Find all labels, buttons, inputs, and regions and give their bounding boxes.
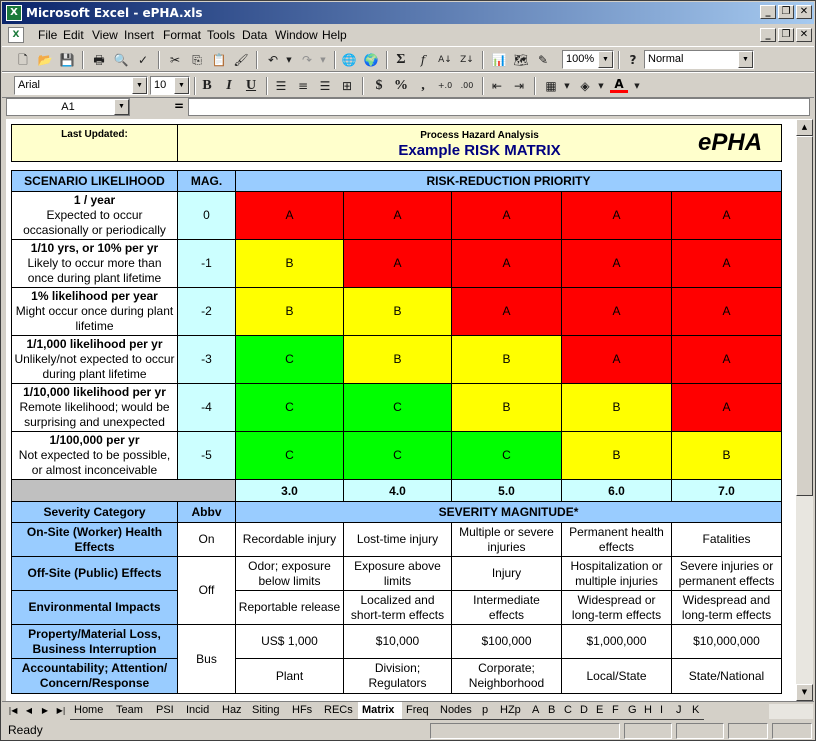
toolbar-separator (194, 77, 196, 95)
font-color-dropdown-icon[interactable]: ▼ (634, 82, 640, 90)
function-icon[interactable]: f (420, 53, 426, 67)
likelihood-title: 1/100,000 per yr (49, 433, 140, 447)
print-preview-icon[interactable]: 🔍 (113, 53, 129, 67)
severity-description-cell[interactable]: Permanent health effects (561, 522, 672, 557)
likelihood-cell[interactable] (11, 287, 178, 336)
risk-priority-cell[interactable]: A (561, 239, 672, 288)
risk-priority-cell[interactable]: A (343, 191, 452, 240)
severity-magnitude-value[interactable]: 5.0 (451, 479, 562, 503)
sheet-tab-recs[interactable]: RECs (320, 702, 358, 720)
formula-bar (2, 97, 814, 117)
magnitude-cell[interactable]: -4 (177, 383, 236, 432)
severity-description-cell[interactable]: Widespread or long-term effects (561, 590, 672, 625)
sheet-tab-hzp[interactable]: HZp (496, 702, 528, 720)
workbook-close-button[interactable]: ✕ (796, 28, 812, 42)
drawing-icon[interactable]: ✎ (537, 53, 549, 67)
menu-format[interactable]: Format (163, 28, 202, 42)
format-painter-icon[interactable]: 🖌 (233, 53, 249, 67)
close-button[interactable]: ✕ (796, 5, 812, 19)
first-sheet-icon[interactable]: |◀ (8, 706, 18, 715)
likelihood-header[interactable]: SCENARIO LIKELIHOOD (11, 170, 178, 192)
increase-indent-icon[interactable]: ⇥ (513, 79, 525, 93)
web-toolbar-icon[interactable]: 🌍 (363, 53, 379, 67)
scroll-thumb[interactable] (796, 136, 813, 496)
zoom-value: 100% (566, 53, 595, 65)
borders-dropdown-icon[interactable]: ▼ (564, 82, 570, 90)
status-bar (2, 721, 814, 740)
vertical-scrollbar[interactable] (796, 119, 813, 701)
prev-sheet-icon[interactable]: ◀ (25, 706, 33, 715)
align-right-icon[interactable]: ☰ (319, 79, 331, 93)
last-sheet-icon[interactable]: ▶| (56, 706, 66, 715)
sheet-tab-j[interactable]: J (672, 702, 688, 720)
font-size-value: 10 (154, 79, 167, 91)
abbv-cell[interactable]: On (177, 522, 236, 557)
font-value: Arial (18, 79, 41, 91)
risk-priority-cell[interactable]: A (451, 239, 562, 288)
sheet-tab-haz[interactable]: Haz (218, 702, 248, 720)
menu-tools[interactable]: Tools (207, 28, 236, 42)
likelihood-title: 1/10,000 likelihood per yr (23, 385, 166, 399)
decrease-decimal-icon[interactable]: .00 (460, 81, 474, 90)
toolbar-separator (534, 77, 536, 95)
risk-priority-cell[interactable]: C (235, 383, 344, 432)
severity-description-cell[interactable]: Division; Regulators (343, 658, 452, 694)
sheet-tab-i[interactable]: I (656, 702, 672, 720)
scroll-down-icon[interactable]: ▼ (796, 684, 813, 701)
sheet-tab-h[interactable]: H (640, 702, 656, 720)
last-updated-label: Last Updated: (61, 129, 128, 140)
zoom-select[interactable] (562, 50, 614, 69)
toolbar-separator (266, 77, 268, 95)
sheet-tab-f[interactable]: F (608, 702, 624, 720)
severity-category-cell[interactable]: On-Site (Worker) Health Effects (11, 522, 178, 557)
toolbar-separator (158, 51, 160, 69)
risk-priority-cell[interactable]: B (671, 431, 782, 480)
sheet-tab-b[interactable]: B (544, 702, 560, 720)
severity-category-cell[interactable]: Environmental Impacts (11, 590, 178, 625)
sheet-tab-team[interactable]: Team (112, 702, 152, 720)
mag-header[interactable]: MAG. (177, 170, 236, 192)
style-value: Normal (648, 53, 684, 65)
workbook-restore-button[interactable]: ❐ (778, 28, 794, 42)
scroll-up-icon[interactable]: ▲ (796, 119, 813, 136)
epha-logo: ePHA (698, 129, 763, 156)
severity-description-cell[interactable]: US$ 1,000 (235, 624, 344, 659)
sheet-tab-home[interactable]: Home (70, 702, 112, 720)
formula-input[interactable] (188, 98, 810, 116)
likelihood-title: 1/10 yrs, or 10% per yr (30, 241, 159, 255)
chevron-down-icon[interactable]: ▼ (598, 51, 613, 68)
likelihood-cell[interactable] (11, 335, 178, 384)
severity-description-cell[interactable]: $100,000 (451, 624, 562, 659)
last-updated-cell[interactable] (11, 124, 178, 162)
blank-gray-cell[interactable] (11, 479, 236, 503)
sort-ascending-icon[interactable]: A↓ (438, 55, 452, 65)
severity-description-cell[interactable]: Corporate; Neighborhood (451, 658, 562, 694)
menu-view[interactable]: View (92, 28, 118, 42)
formula-equals[interactable]: = (174, 99, 185, 113)
sheet-tab-hfs[interactable]: HFs (288, 702, 320, 720)
sheet-tab-k[interactable]: K (688, 702, 704, 720)
likelihood-description: Unlikely/not expected to occur during plant lifetime (14, 352, 175, 381)
severity-description-cell[interactable]: Plant (235, 658, 344, 694)
likelihood-cell[interactable] (11, 431, 178, 480)
comma-icon[interactable]: , (421, 78, 425, 93)
abbv-header[interactable]: Abbv (177, 501, 236, 523)
undo-icon[interactable]: ↶ (267, 53, 279, 67)
excel-app-icon: X (6, 5, 22, 21)
risk-priority-cell[interactable]: B (561, 431, 672, 480)
menu-edit[interactable]: Edit (63, 28, 84, 42)
priority-header[interactable]: RISK-REDUCTION PRIORITY (235, 170, 782, 192)
magnitude-cell[interactable]: 0 (177, 191, 236, 240)
map-icon[interactable]: 🗺 (513, 53, 529, 67)
sheet-tab-matrix[interactable]: Matrix (358, 702, 402, 720)
sheet-tab-siting[interactable]: Siting (248, 702, 288, 720)
toolbar-separator (82, 51, 84, 69)
toolbar-separator (334, 51, 336, 69)
spelling-icon[interactable]: ✓ (137, 53, 149, 67)
borders-icon[interactable]: ▦ (545, 79, 557, 93)
severity-magnitude-value[interactable]: 6.0 (561, 479, 672, 503)
bold-icon[interactable]: B (202, 78, 212, 93)
undo-dropdown-icon[interactable]: ▼ (286, 56, 292, 64)
menu-data[interactable]: Data (242, 28, 268, 42)
severity-description-cell[interactable]: $10,000,000 (671, 624, 782, 659)
sheet-tab-e[interactable]: E (592, 702, 608, 720)
likelihood-description: Not expected to be possible, or almost inconceivable (18, 448, 171, 477)
paste-icon[interactable]: 📋 (211, 53, 227, 67)
window-title: Microsoft Excel - ePHA.xls (26, 6, 203, 20)
magnitude-cell[interactable]: -2 (177, 287, 236, 336)
sheet-tab-c[interactable]: C (560, 702, 576, 720)
style-select[interactable] (644, 50, 754, 69)
risk-priority-cell[interactable]: A (671, 335, 782, 384)
severity-description-cell[interactable]: Local/State (561, 658, 672, 694)
workbook-icon[interactable]: X (8, 27, 24, 43)
severity-category-cell[interactable]: Accountability; Attention/ Concern/Response (11, 658, 178, 694)
magnitude-cell[interactable]: -5 (177, 431, 236, 480)
severity-description-cell[interactable]: Reportable release (235, 590, 344, 625)
toolbar-separator (362, 77, 364, 95)
font-size-select[interactable] (150, 76, 190, 95)
toolbar-separator (618, 51, 620, 69)
risk-priority-cell[interactable]: A (343, 239, 452, 288)
toolbar-separator (386, 51, 388, 69)
severity-category-cell[interactable]: Property/Material Loss, Business Interruption (11, 624, 178, 659)
risk-priority-cell[interactable]: C (235, 335, 344, 384)
menu-file[interactable]: File (38, 28, 58, 42)
hyperlink-icon[interactable]: 🌐 (341, 53, 357, 67)
severity-description-cell[interactable]: Exposure above limits (343, 556, 452, 591)
abbv-cell[interactable]: Bus (177, 624, 236, 694)
likelihood-description: Might occur once during plant lifetime (15, 304, 174, 333)
severity-description-cell[interactable]: Odor; exposure below limits (235, 556, 344, 591)
likelihood-cell[interactable] (11, 383, 178, 432)
likelihood-title: 1% likelihood per year (31, 289, 158, 303)
status-panel (624, 723, 672, 739)
sheet-tab-d[interactable]: D (576, 702, 592, 720)
risk-priority-cell[interactable]: A (561, 335, 672, 384)
risk-priority-cell[interactable]: A (671, 239, 782, 288)
severity-description-cell[interactable]: Injury (451, 556, 562, 591)
cell-reference: A1 (61, 101, 75, 113)
severity-magnitude-value[interactable]: 4.0 (343, 479, 452, 503)
status-text: Ready (8, 723, 43, 737)
print-icon[interactable]: 🖶 (93, 53, 105, 67)
risk-priority-cell[interactable]: B (561, 383, 672, 432)
severity-description-cell[interactable]: Multiple or severe injuries (451, 522, 562, 557)
workbook-minimize-button[interactable]: _ (760, 28, 776, 42)
align-center-icon[interactable]: ≡ (297, 79, 309, 93)
severity-category-header[interactable]: Severity Category (11, 501, 178, 523)
risk-priority-cell[interactable]: C (343, 431, 452, 480)
chart-wizard-icon[interactable]: 📊 (491, 53, 507, 67)
likelihood-description: Likely to occur more than once during plant lifetime (27, 256, 162, 285)
decrease-indent-icon[interactable]: ⇤ (491, 79, 503, 93)
likelihood-description: Expected to occur occasionally or periodically (23, 208, 166, 237)
toolbar-separator (256, 51, 258, 69)
name-box[interactable] (6, 98, 130, 116)
severity-description-cell[interactable]: Localized and short-term effects (343, 590, 452, 625)
severity-category-cell[interactable]: Off-Site (Public) Effects (11, 556, 178, 591)
chevron-down-icon[interactable]: ▼ (174, 77, 189, 94)
severity-description-cell[interactable]: $1,000,000 (561, 624, 672, 659)
severity-description-cell[interactable]: Fatalities (671, 522, 782, 557)
autosum-icon[interactable]: Σ (396, 52, 406, 67)
sheet-tab-psi[interactable]: PSI (152, 702, 182, 720)
chevron-down-icon[interactable]: ▼ (738, 51, 753, 68)
severity-description-cell[interactable]: $10,000 (343, 624, 452, 659)
likelihood-title: 1/1,000 likelihood per yr (26, 337, 163, 351)
risk-priority-cell[interactable]: C (451, 431, 562, 480)
worksheet-grid[interactable] (6, 119, 796, 701)
new-icon[interactable]: 🗋 (18, 53, 28, 67)
likelihood-title: 1 / year (73, 193, 116, 207)
minimize-button[interactable]: _ (760, 5, 776, 19)
risk-priority-cell[interactable]: B (451, 335, 562, 384)
menu-help[interactable]: Help (322, 28, 347, 42)
title-bar (2, 2, 814, 24)
font-color-icon[interactable]: A (610, 77, 628, 93)
align-left-icon[interactable]: ☰ (275, 79, 287, 93)
risk-priority-cell[interactable]: C (235, 431, 344, 480)
fill-dropdown-icon[interactable]: ▼ (598, 82, 604, 90)
risk-priority-cell[interactable]: A (451, 287, 562, 336)
help-icon[interactable]: ? (629, 53, 637, 67)
likelihood-cell[interactable] (11, 191, 178, 240)
sheet-title: Example RISK MATRIX (398, 142, 561, 159)
redo-icon[interactable]: ↷ (301, 53, 313, 67)
risk-priority-cell[interactable]: A (671, 287, 782, 336)
title-cell[interactable] (177, 124, 782, 162)
sheet-tab-p[interactable]: p (478, 702, 496, 720)
likelihood-description: Remote likelihood; would be surprising and unexpected (19, 400, 170, 429)
risk-priority-cell[interactable]: A (561, 191, 672, 240)
status-panel (676, 723, 724, 739)
percent-icon[interactable]: % (394, 78, 408, 93)
cut-icon[interactable]: ✂ (169, 53, 181, 67)
restore-button[interactable]: ❐ (778, 5, 794, 19)
magnitude-cell[interactable]: -1 (177, 239, 236, 288)
risk-priority-cell[interactable]: A (671, 383, 782, 432)
risk-priority-cell[interactable]: C (343, 383, 452, 432)
severity-description-cell[interactable]: Widespread and long-term effects (671, 590, 782, 625)
redo-dropdown-icon[interactable]: ▼ (320, 56, 326, 64)
severity-description-cell[interactable]: Severe injuries or permanent effects (671, 556, 782, 591)
chevron-down-icon[interactable]: ▼ (132, 77, 147, 94)
menu-window[interactable]: Window (275, 28, 318, 42)
chevron-down-icon[interactable]: ▼ (114, 99, 129, 115)
risk-priority-cell[interactable]: B (235, 287, 344, 336)
sheet-tab-g[interactable]: G (624, 702, 640, 720)
severity-magnitude-value[interactable]: 7.0 (671, 479, 782, 503)
likelihood-cell[interactable] (11, 239, 178, 288)
severity-description-cell[interactable]: Recordable injury (235, 522, 344, 557)
toolbar-separator (482, 77, 484, 95)
sheet-tab-a[interactable]: A (528, 702, 544, 720)
fill-color-icon[interactable]: ◈ (580, 79, 590, 93)
open-icon[interactable]: 📂 (37, 53, 53, 67)
formatting-toolbar (2, 72, 814, 98)
severity-description-cell[interactable]: Hospitalization or multiple injuries (561, 556, 672, 591)
next-sheet-icon[interactable]: ▶ (41, 706, 49, 715)
menu-insert[interactable]: Insert (124, 28, 155, 42)
sheet-tab-incid[interactable]: Incid (182, 702, 218, 720)
copy-icon[interactable]: ⎘ (192, 53, 202, 67)
standard-toolbar (2, 46, 814, 72)
severity-description-cell[interactable]: State/National (671, 658, 782, 694)
risk-priority-cell[interactable]: B (343, 335, 452, 384)
save-icon[interactable]: 💾 (59, 53, 75, 67)
underline-icon[interactable]: U (245, 78, 257, 93)
sort-descending-icon[interactable]: Z↓ (460, 55, 474, 65)
status-panel (430, 723, 620, 739)
severity-magnitude-header[interactable]: SEVERITY MAGNITUDE* (235, 501, 782, 523)
currency-icon[interactable]: $ (375, 78, 383, 93)
italic-icon[interactable]: I (226, 78, 232, 93)
status-panel (772, 723, 812, 739)
sheet-tab-freq[interactable]: Freq (402, 702, 436, 720)
magnitude-cell[interactable]: -3 (177, 335, 236, 384)
severity-description-cell[interactable]: Intermediate effects (451, 590, 562, 625)
status-panel (728, 723, 768, 739)
sheet-tab-bar (2, 701, 814, 720)
risk-priority-cell[interactable]: A (451, 191, 562, 240)
horizontal-scrollbar[interactable] (769, 704, 813, 719)
abbv-cell[interactable]: Off (177, 556, 236, 625)
increase-decimal-icon[interactable]: +.0 (437, 81, 453, 90)
risk-priority-cell[interactable]: A (561, 287, 672, 336)
risk-priority-cell[interactable]: A (235, 191, 344, 240)
font-select[interactable] (14, 76, 148, 95)
risk-priority-cell[interactable]: B (235, 239, 344, 288)
sheet-tab-nodes[interactable]: Nodes (436, 702, 478, 720)
toolbar-separator (482, 51, 484, 69)
risk-priority-cell[interactable]: B (343, 287, 452, 336)
risk-priority-cell[interactable]: B (451, 383, 562, 432)
merge-center-icon[interactable]: ⊞ (341, 79, 353, 93)
severity-magnitude-value[interactable]: 3.0 (235, 479, 344, 503)
menu-bar (2, 25, 814, 45)
subtitle: Process Hazard Analysis (420, 130, 539, 141)
risk-priority-cell[interactable]: A (671, 191, 782, 240)
severity-description-cell[interactable]: Lost-time injury (343, 522, 452, 557)
